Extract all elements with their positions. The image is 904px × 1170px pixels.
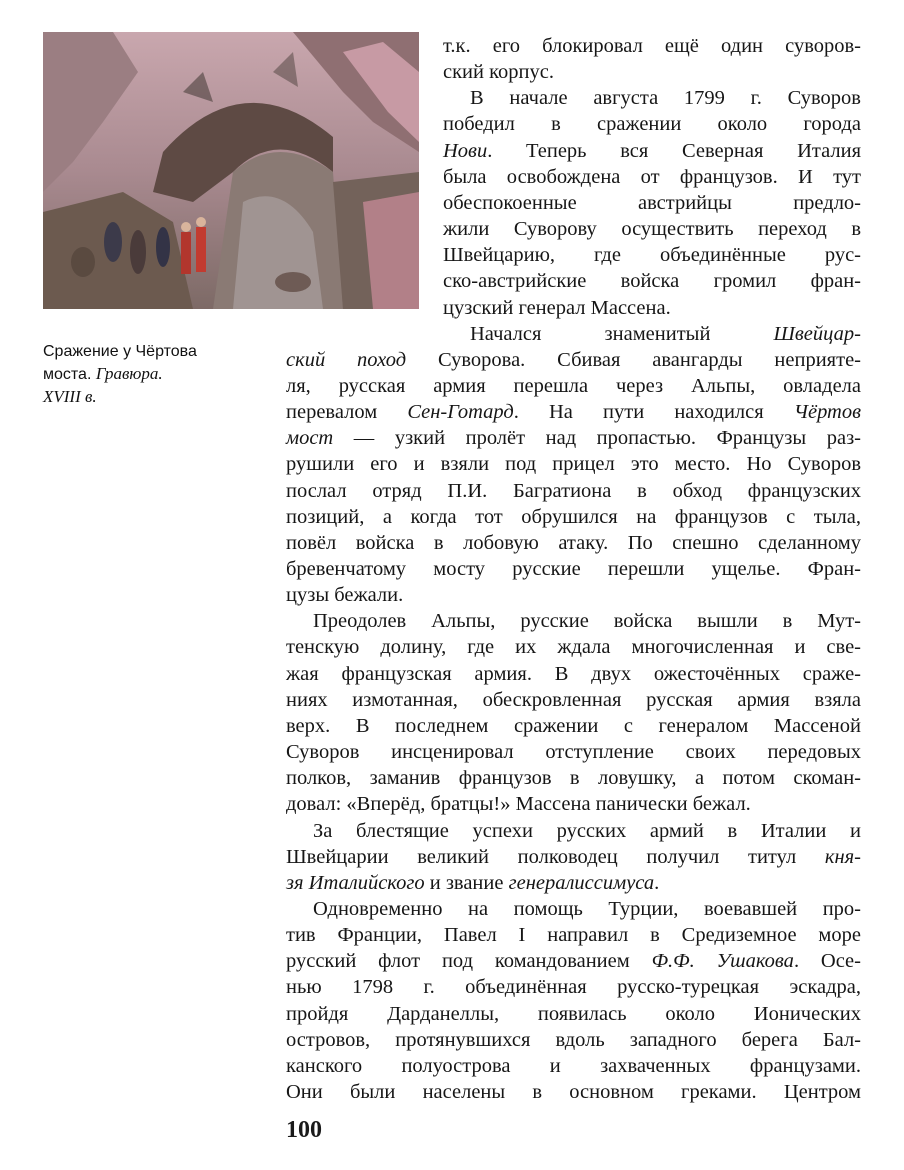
text-line: В начале августа 1799 г. Суворов <box>470 87 861 109</box>
text-line: Они были населены в основном греками. Центром <box>286 1081 861 1103</box>
text-line: ско-австрийские войска громил фран- <box>443 270 861 292</box>
text-line: островов, протянувшихся вдоль западного берега Бал- <box>286 1029 861 1051</box>
devils-bridge-engraving <box>43 32 419 309</box>
text-line: ниях измотанная, обескровленная русская армия взяла <box>286 689 861 711</box>
text-line: перевалом Сен-Готард. На пути находился Чёртов <box>286 401 861 423</box>
text-line: повёл войска в лобовую атаку. По спешно сделанному <box>286 532 861 554</box>
text-line: обеспокоенные австрийцы предло- <box>443 192 861 214</box>
text-line: канского полуострова и захваченных французами. <box>286 1055 861 1077</box>
text-line: цузский генерал Массена. <box>443 297 671 319</box>
text-line: послал отряд П.И. Багратиона в обход французских <box>286 480 861 502</box>
text-line: ский поход Суворова. Сбивая авангарды неприяте- <box>286 349 861 371</box>
text-line: тенскую долину, где их ждала многочисленная и све- <box>286 636 861 658</box>
text-line: т.к. его блокировал ещё один суворов- <box>443 35 861 57</box>
text-line: довал: «Вперёд, братцы!» Массена панически бежал. <box>286 793 751 815</box>
text-line: Начался знаменитый Швейцар- <box>470 323 861 345</box>
text-line: пройдя Дарданеллы, появилась около Ионических <box>286 1003 861 1025</box>
figure-caption <box>43 341 248 409</box>
text-line: ский корпус. <box>443 61 554 83</box>
text-line: бревенчатому мосту русские перешли ущелье. Фран- <box>286 558 861 580</box>
text-line: ля, русская армия перешла через Альпы, овладела <box>286 375 861 397</box>
text-line: победил в сражении около города <box>443 113 861 135</box>
text-line: рушили его и взяли под прицел это место. Но Суворов <box>286 453 861 475</box>
text-line: цузы бежали. <box>286 584 404 606</box>
text-line: зя Италийского и звание генералиссимуса. <box>286 872 660 894</box>
text-line: Нови. Теперь вся Северная Италия <box>443 140 861 162</box>
text-line: жая французская армия. В двух ожесточённых сраже- <box>286 663 861 685</box>
text-line: Одновременно на помощь Турции, воевавшей про- <box>313 898 861 920</box>
text-line: русский флот под командованием Ф.Ф. Ушакова. Осе- <box>286 950 861 972</box>
text-line: За блестящие успехи русских армий в Италии и <box>313 820 861 842</box>
caption-line: моста. Гравюра. <box>43 364 163 383</box>
text-line: позиций, а когда тот обрушился на французов с тыла, <box>286 506 861 528</box>
text-line: верх. В последнем сражении с генералом Массеной <box>286 715 861 737</box>
text-line: Суворов инсценировал отступление своих передовых <box>286 741 861 763</box>
text-line: была освобождена от французов. И тут <box>443 166 861 188</box>
text-line: Швейцарию, где объединённые рус- <box>443 244 861 266</box>
engraving-illustration <box>43 32 419 309</box>
text-line: жили Суворову осуществить переход в <box>443 218 861 240</box>
text-line: Преодолев Альпы, русские войска вышли в Мут- <box>313 610 861 632</box>
text-line: тив Франции, Павел I направил в Средиземное море <box>286 924 861 946</box>
text-line: Швейцарии великий полководец получил титул кня- <box>286 846 861 868</box>
text-line: полков, заманив французов в ловушку, а потом скоман- <box>286 767 861 789</box>
caption-line: Сражение у Чёртова <box>43 343 197 360</box>
caption-line: XVIII в. <box>43 387 97 406</box>
text-line: мост — узкий пролёт над пропастью. Французы раз- <box>286 427 861 449</box>
text-line: нью 1798 г. объединённая русско-турецкая эскадра, <box>286 976 861 998</box>
page-number: 100 <box>286 1117 322 1143</box>
